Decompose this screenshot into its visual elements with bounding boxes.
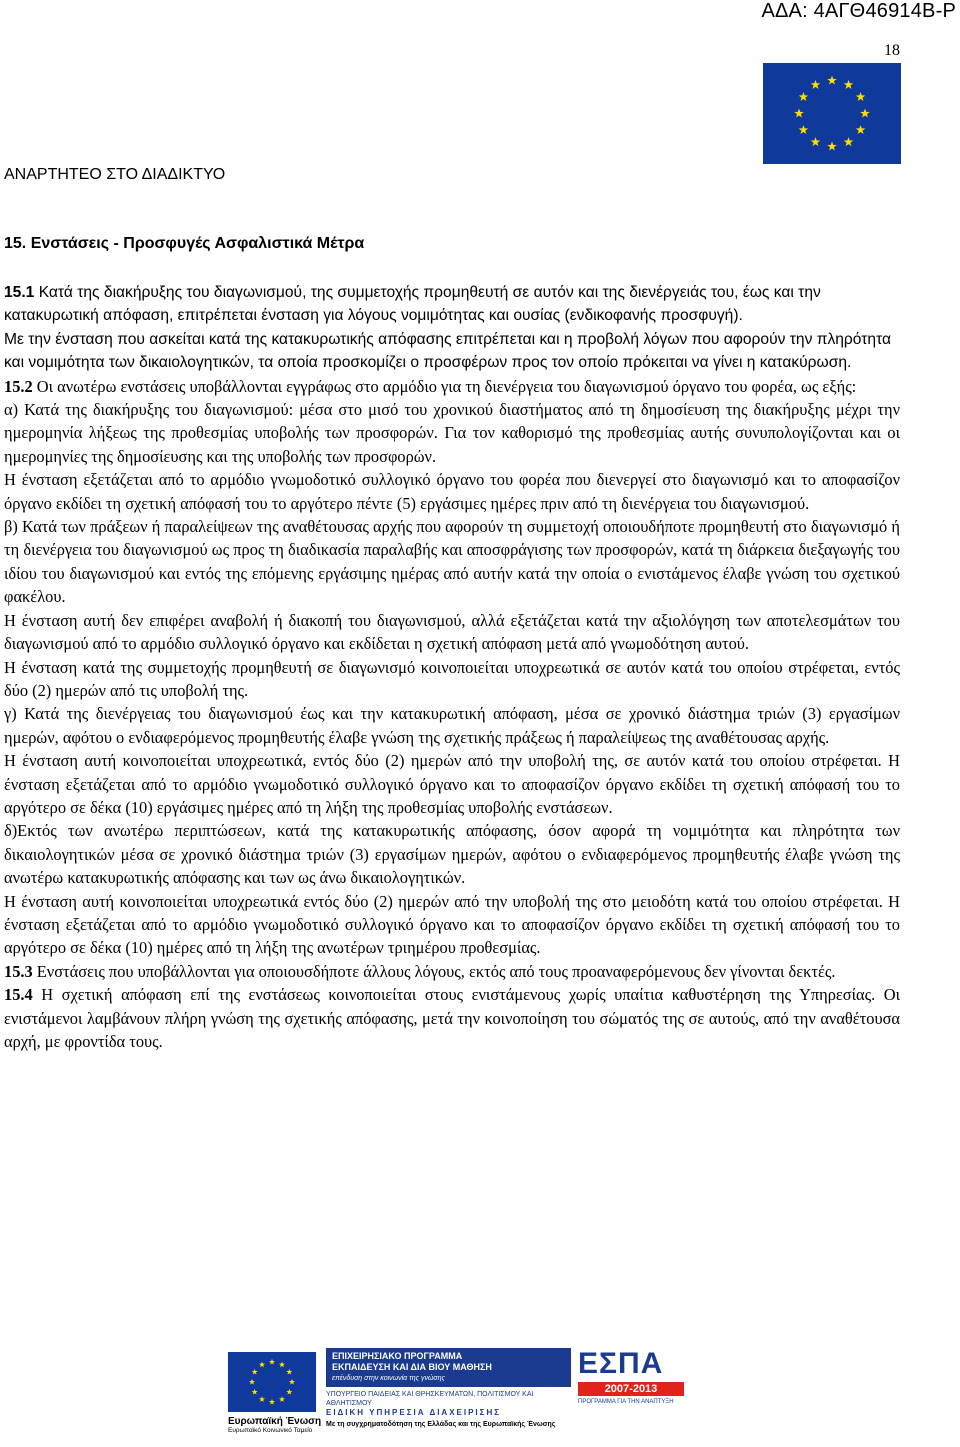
star-icon [827, 76, 837, 85]
star-icon [279, 1396, 285, 1402]
star-icon [289, 1379, 295, 1385]
para-c: γ) Κατά της διενέργειας του διαγωνισμού έως και την κατακυρωτική απόφαση, μέσα σε χρονικό διάστημα τριών (3) εργασίμων ημερών, αφότου ο ενδιαφερόμενος προμηθευτής έλαβε γνώση της σχετικής πράξεως ή παραλείψεως της αναθέτουσας αρχής. [4, 704, 900, 747]
star-icon [249, 1379, 255, 1385]
para-15-2: 15.2 Οι ανωτέρω ενστάσεις υποβάλλονται εγγράφως στο αρμόδιο για τη διενέργεια του διαγωνισμού όργανο του φορέα, ως εξής: [4, 376, 857, 396]
star-icon [286, 1389, 292, 1395]
para-a: α) Κατά της διακήρυξης του διαγωνισμού: μέσα στο μισό του χρονικού διαστήματος από τη δημοσίευση της διακήρυξης μέχρι την ημερομηνία λήξεως της προθεσμίας υποβολής των προσφορών. Για τον καθορισμό της προθεσμίας αυτής συνυπολογίζονται και οι ημερομηνίες της δημοσίευσης και της υποβολής των προσφορών. [4, 400, 900, 466]
op-logo [326, 1348, 571, 1428]
eu-flag-small-icon [228, 1352, 316, 1412]
para-15-3: 15.3 Ενστάσεις που υποβάλλονται για οποιουσδήποτε άλλους λόγους, εκτός από τους προαναφερόμενους δεν γίνονται δεκτές. [4, 961, 836, 981]
para-b2: Η ένσταση αυτή δεν επιφέρει αναβολή ή διακοπή του διαγωνισμού, αλλά εξετάζεται κατά την αξιολόγηση των αποτελεσμάτων του διαγωνισμού από το αρμόδιο συλλογικό όργανο και εκδίδεται η σχετική απόφαση μετά από γνωμοδότηση αυτού. [4, 610, 900, 654]
ministry: ΥΠΟΥΡΓΕΙΟ ΠΑΙΔΕΙΑΣ ΚΑΙ ΘΡΗΣΚΕΥΜΑΤΩΝ, ΠΟΛΙΤΙΣΜΟΥ ΚΑΙ ΑΘΛΗΤΙΣΜΟΥ [326, 1391, 534, 1407]
star-icon [252, 1369, 258, 1375]
star-icon [799, 92, 809, 101]
para-b: β) Κατά των πράξεων ή παραλείψεων της αναθέτουσας αρχής που αφορούν τη συμμετοχή οποιουδήποτε προμηθευτή στο διαγωνισμό ή τη διενέργεια του διαγωνισμού ως προς τη διαδικασία παραλαβής και αποσφράγισης των προσφορών, κατά τη διάρκεια διεξαγωγής του ιδίου του διαγωνισμού και εντός της επόμενης εργάσιμης ημέρας από αυτήν κατά την οποία ο ενιστάμενος έλαβε γνώση του σχετικού φακέλου. [4, 517, 900, 607]
notice-label: ΑΝΑΡΤΗΤΕΟ ΣΤΟ ΔΙΑΔΙΚΤΥΟ [4, 166, 226, 183]
star-icon [811, 137, 821, 146]
para-a2: Η ένσταση εξετάζεται από το αρμόδιο γνωμοδοτικό συλλογικό όργανο του φορέα που διενεργεί στο διαγωνισμό και το αποφασίζον όργανο εκδίδει τη σχετική απόφασή του το αργότερο πέντε (5) εργάσιμες ημέρες πριν από τη διενέργεια του διαγωνισμού. [4, 470, 900, 513]
para-15-1b: Με την ένσταση που ασκείται κατά της κατακυρωτικής απόφασης επιτρέπεται και η προβολή λόγων που αφορούν την πληρότητα και νομιμότητα των δικαιολογητικών, τα οποία προσκομίζει ο προσφέρων προς τον οποίο πρόκειται να γίνει η κατακύρωση. [4, 330, 892, 372]
service: ΕΙΔΙΚΗ ΥΠΗΡΕΣΙΑ ΔΙΑΧΕΙΡΙΣΗΣ [326, 1408, 502, 1417]
footer-logos [228, 1348, 684, 1444]
star-icon [259, 1396, 265, 1402]
star-icon [856, 92, 866, 101]
star-icon [844, 80, 854, 89]
star-icon [269, 1399, 275, 1405]
eu-flag-icon [763, 63, 901, 164]
star-icon [844, 137, 854, 146]
star-icon [269, 1359, 275, 1365]
star-icon [811, 80, 821, 89]
ada-code: ΑΔΑ: 4ΑΓΘ46914Β-Ρ [761, 0, 956, 22]
para-d2: Η ένσταση αυτή κοινοποιείται υποχρεωτικά εντός δύο (2) ημερών από την υποβολή της στο μειοδότη κατά του οποίου στρέφεται. Η ένσταση εξετάζεται από το αρμόδιο γνωμοδοτικό συλλογικό όργανο και το αποφασίζον όργανο εκδίδει τη σχετική απόφασή του το αργότερο σε δέκα (10) ημέρες από τη λήξη της ανωτέρων τριημέρου προθεσμίας. [4, 891, 900, 958]
star-icon [252, 1389, 258, 1395]
section-title: 15. Ενστάσεις - Προσφυγές Ασφαλιστικά Μέτρα [4, 235, 365, 252]
page-number: 18 [884, 42, 900, 59]
star-icon [860, 109, 870, 118]
cofunding: Με τη συγχρηματοδότηση της Ελλάδας και της Ευρωπαϊκής Ένωσης [326, 1421, 556, 1428]
eu-name: Ευρωπαϊκή Ένωση [228, 1416, 322, 1427]
star-icon [856, 125, 866, 134]
star-icon [286, 1369, 292, 1375]
para-15-4: 15.4 Η σχετική απόφαση επί της ενστάσεως κοινοποιείται στους ενιστάμενους χωρίς υπαίτια καθυστέρηση της Υπηρεσίας. Οι ενιστάμενοι λαμβάνουν πλήρη γνώση της σχετικής απόφασης, μετά την κοινοποίηση του σώματός της σε αυτούς, από την αναθέτουσα αρχή, με φροντίδα τους. [4, 985, 900, 1051]
para-d: δ)Εκτός των ανωτέρω περιπτώσεων, κατά της κατακυρωτικής απόφασης, όσον αφορά τη νομιμότητα και πληρότητα των δικαιολογητικών μέσα σε χρονικό διάστημα τριών (3) εργασίμων ημερών, αφότου ο ενδιαφερόμενος προμηθευτής έλαβε γνώση της ανωτέρω κατακυρωτικής απόφασης και των ως άνω δικαιολογητικών. [4, 821, 900, 888]
star-icon [279, 1361, 285, 1367]
eu-fund: Ευρωπαϊκό Κοινωνικό Ταμείο [228, 1427, 313, 1434]
star-icon [799, 125, 809, 134]
para-15-1: 15.1 Κατά της διακήρυξης του διαγωνισμού, της συμμετοχής προμηθευτή σε αυτόν και της διενέργειάς του, έως και την κατακυρωτική απόφαση, επιτρέπεται ένσταση για λόγους νομιμότητας και ουσίας (ενδικοφανής προσφυγή). [4, 284, 821, 325]
eu-logo [228, 1352, 320, 1434]
op-box: ΕΠΙΧΕΙΡΗΣΙΑΚΟ ΠΡΟΓΡΑΜΜΑ ΕΚΠΑΙΔΕΥΣΗ ΚΑΙ ΔΙΑ ΒΙΟΥ ΜΑΘΗΣΗ επένδυση στην κοινωνία της γνώσης [326, 1348, 571, 1387]
para-b3: Η ένσταση κατά της συμμετοχής προμηθευτή σε διαγωνισμό κοινοποιείται υποχρεωτικά σε αυτόν κατά του οποίου στρέφεται, εντός δύο (2) ημερών από τις υποβολή της. [4, 657, 900, 700]
para-c2: Η ένσταση αυτή κοινοποιείται υποχρεωτικά, εντός δύο (2) ημερών από την υποβολή της, σε αυτόν κατά του οποίου στρέφεται. Η ένσταση εξετάζεται από το αρμόδιο γνωμοδοτικό συλλογικό όργανο και το αποφασίζον όργανο εκδίδει τη σχετική απόφασή του το αργότερο σε δέκα (10) εργάσιμες ημέρες από τη λήξη της προθεσμίας υποβολής ενστάσεων. [4, 751, 900, 817]
espa-logo: ΕΣΠΑ 2007-2013 ΠΡΟΓΡΑΜΜΑ ΓΙΑ ΤΗΝ ΑΝΑΠΤΥΞΗ [578, 1348, 684, 1405]
star-icon [827, 142, 837, 151]
star-icon [794, 109, 804, 118]
document-body [4, 281, 900, 1053]
star-icon [259, 1361, 265, 1367]
